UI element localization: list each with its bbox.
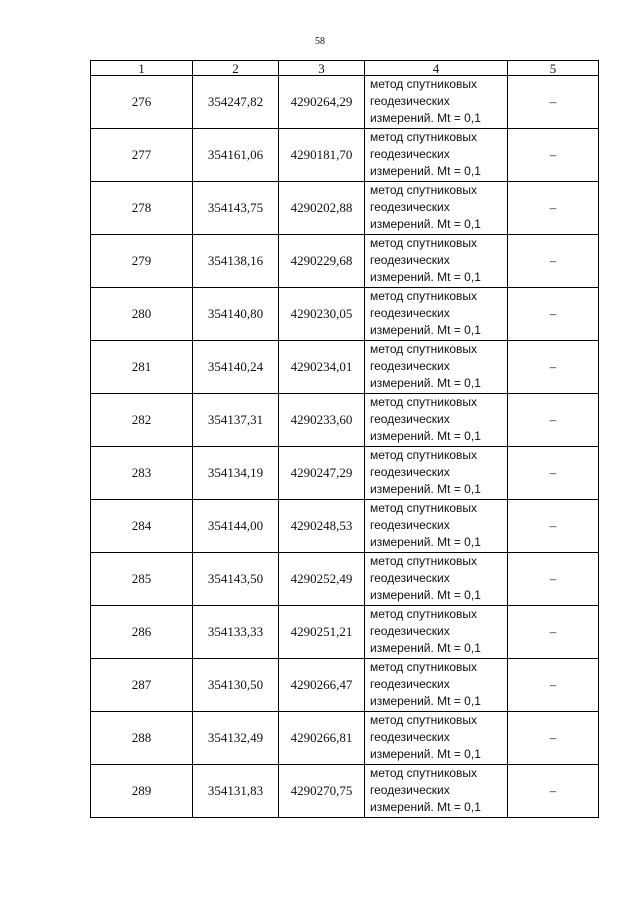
dash-cell: –: [508, 288, 599, 341]
x-coordinate-cell: 354143,50: [193, 553, 279, 606]
table-row: [91, 341, 599, 394]
dash-cell: –: [508, 606, 599, 659]
method-text-line: геодезических: [370, 730, 450, 744]
method-cell: [365, 129, 508, 182]
method-text-line: метод спутниковых: [370, 660, 478, 674]
dash-cell: –: [508, 182, 599, 235]
method-text-line: измерений. Mt = 0,1: [370, 429, 481, 443]
dash-cell: –: [508, 712, 599, 765]
x-coordinate-cell: 354130,50: [193, 659, 279, 712]
column-header-3: 3: [279, 61, 365, 76]
method-text-line: метод спутниковых: [370, 236, 478, 250]
method-text-line: геодезических: [370, 412, 450, 426]
dash-cell: –: [508, 394, 599, 447]
y-coordinate-cell: 4290234,01: [279, 341, 365, 394]
method-text-line: метод спутниковых: [370, 448, 478, 462]
point-number-cell: 282: [91, 394, 193, 447]
method-text-line: метод спутниковых: [370, 183, 478, 197]
method-text-line: геодезических: [370, 624, 450, 638]
method-text-line: геодезических: [370, 571, 450, 585]
method-text-line: измерений. Mt = 0,1: [370, 111, 481, 125]
dash-cell: –: [508, 765, 599, 818]
method-cell: [365, 553, 508, 606]
method-text-line: метод спутниковых: [370, 342, 478, 356]
y-coordinate-cell: 4290230,05: [279, 288, 365, 341]
method-text-line: измерений. Mt = 0,1: [370, 482, 481, 496]
method-text-line: метод спутниковых: [370, 713, 478, 727]
y-coordinate-cell: 4290181,70: [279, 129, 365, 182]
coordinates-table: [90, 60, 599, 818]
y-coordinate-cell: 4290233,60: [279, 394, 365, 447]
table-row: [91, 606, 599, 659]
point-number-cell: 279: [91, 235, 193, 288]
method-cell: [365, 76, 508, 129]
column-header-4: 4: [365, 61, 508, 76]
table-row: [91, 182, 599, 235]
table-row: [91, 129, 599, 182]
table-body: [91, 76, 599, 818]
table-row: [91, 712, 599, 765]
table-row: [91, 76, 599, 129]
x-coordinate-cell: 354133,33: [193, 606, 279, 659]
x-coordinate-cell: 354140,24: [193, 341, 279, 394]
dash-cell: –: [508, 235, 599, 288]
method-text-line: метод спутниковых: [370, 554, 478, 568]
method-text-line: геодезических: [370, 783, 450, 797]
method-text-line: метод спутниковых: [370, 289, 478, 303]
table-row: [91, 235, 599, 288]
method-text-line: геодезических: [370, 94, 450, 108]
method-text-line: измерений. Mt = 0,1: [370, 164, 481, 178]
y-coordinate-cell: 4290264,29: [279, 76, 365, 129]
table-row: [91, 553, 599, 606]
x-coordinate-cell: 354134,19: [193, 447, 279, 500]
x-coordinate-cell: 354131,83: [193, 765, 279, 818]
x-coordinate-cell: 354132,49: [193, 712, 279, 765]
y-coordinate-cell: 4290202,88: [279, 182, 365, 235]
y-coordinate-cell: 4290266,81: [279, 712, 365, 765]
y-coordinate-cell: 4290266,47: [279, 659, 365, 712]
dash-cell: –: [508, 447, 599, 500]
method-text-line: геодезических: [370, 200, 450, 214]
table-row: [91, 500, 599, 553]
method-cell: [365, 500, 508, 553]
x-coordinate-cell: 354137,31: [193, 394, 279, 447]
method-text-line: измерений. Mt = 0,1: [370, 376, 481, 390]
table-row: [91, 447, 599, 500]
dash-cell: –: [508, 500, 599, 553]
table-row: [91, 394, 599, 447]
point-number-cell: 278: [91, 182, 193, 235]
method-cell: [365, 341, 508, 394]
x-coordinate-cell: 354143,75: [193, 182, 279, 235]
method-text-line: геодезических: [370, 465, 450, 479]
method-text-line: метод спутниковых: [370, 607, 478, 621]
point-number-cell: 280: [91, 288, 193, 341]
method-cell: [365, 712, 508, 765]
method-text-line: геодезических: [370, 306, 450, 320]
method-cell: [365, 394, 508, 447]
method-text-line: геодезических: [370, 677, 450, 691]
point-number-cell: 289: [91, 765, 193, 818]
table-row: [91, 659, 599, 712]
method-text-line: метод спутниковых: [370, 77, 478, 91]
page-number: 58: [315, 36, 325, 47]
method-text-line: измерений. Mt = 0,1: [370, 588, 481, 602]
method-text-line: метод спутниковых: [370, 501, 478, 515]
method-cell: [365, 288, 508, 341]
method-cell: [365, 235, 508, 288]
method-text-line: измерений. Mt = 0,1: [370, 270, 481, 284]
dash-cell: –: [508, 553, 599, 606]
y-coordinate-cell: 4290252,49: [279, 553, 365, 606]
point-number-cell: 283: [91, 447, 193, 500]
column-header-2: 2: [193, 61, 279, 76]
x-coordinate-cell: 354247,82: [193, 76, 279, 129]
method-text-line: измерений. Mt = 0,1: [370, 535, 481, 549]
table-row: [91, 288, 599, 341]
point-number-cell: 286: [91, 606, 193, 659]
y-coordinate-cell: 4290247,29: [279, 447, 365, 500]
point-number-cell: 284: [91, 500, 193, 553]
method-text-line: геодезических: [370, 253, 450, 267]
method-text-line: измерений. Mt = 0,1: [370, 800, 481, 814]
point-number-cell: 285: [91, 553, 193, 606]
point-number-cell: 276: [91, 76, 193, 129]
point-number-cell: 281: [91, 341, 193, 394]
method-cell: [365, 447, 508, 500]
point-number-cell: 277: [91, 129, 193, 182]
method-cell: [365, 606, 508, 659]
method-text-line: измерений. Mt = 0,1: [370, 641, 481, 655]
method-cell: [365, 765, 508, 818]
point-number-cell: 288: [91, 712, 193, 765]
y-coordinate-cell: 4290251,21: [279, 606, 365, 659]
method-text-line: геодезических: [370, 147, 450, 161]
column-header-5: 5: [508, 61, 599, 76]
method-text-line: измерений. Mt = 0,1: [370, 694, 481, 708]
method-text-line: метод спутниковых: [370, 766, 478, 780]
y-coordinate-cell: 4290270,75: [279, 765, 365, 818]
dash-cell: –: [508, 76, 599, 129]
dash-cell: –: [508, 659, 599, 712]
x-coordinate-cell: 354144,00: [193, 500, 279, 553]
method-text-line: измерений. Mt = 0,1: [370, 747, 481, 761]
method-cell: [365, 182, 508, 235]
dash-cell: –: [508, 341, 599, 394]
point-number-cell: 287: [91, 659, 193, 712]
x-coordinate-cell: 354138,16: [193, 235, 279, 288]
table-header-row: [91, 61, 599, 76]
method-text-line: метод спутниковых: [370, 395, 478, 409]
x-coordinate-cell: 354140,80: [193, 288, 279, 341]
method-cell: [365, 659, 508, 712]
column-header-1: 1: [91, 61, 193, 76]
y-coordinate-cell: 4290248,53: [279, 500, 365, 553]
method-text-line: геодезических: [370, 359, 450, 373]
method-text-line: метод спутниковых: [370, 130, 478, 144]
x-coordinate-cell: 354161,06: [193, 129, 279, 182]
y-coordinate-cell: 4290229,68: [279, 235, 365, 288]
method-text-line: измерений. Mt = 0,1: [370, 323, 481, 337]
table-row: [91, 765, 599, 818]
method-text-line: измерений. Mt = 0,1: [370, 217, 481, 231]
dash-cell: –: [508, 129, 599, 182]
method-text-line: геодезических: [370, 518, 450, 532]
